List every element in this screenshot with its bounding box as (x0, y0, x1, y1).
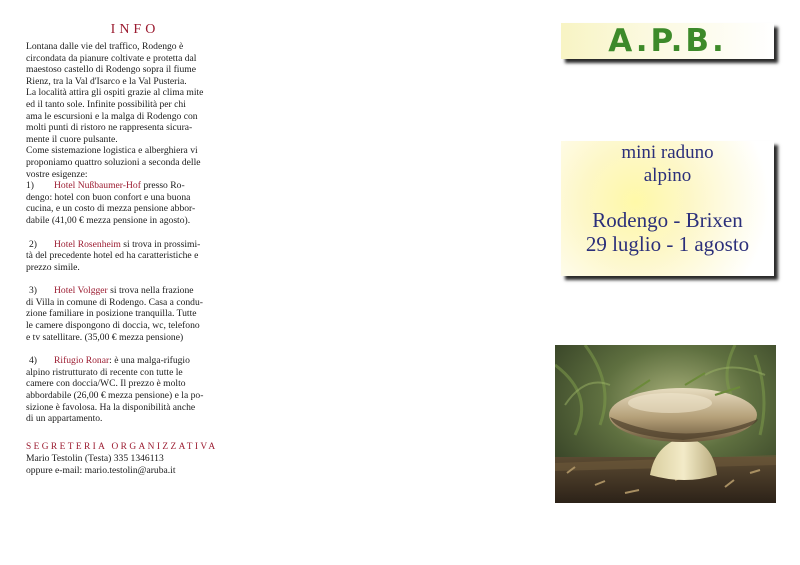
hotel-desc-line: abbordabile (26,00 € mezza pensione) e la po- (26, 390, 204, 402)
hotel-number: 3) (29, 285, 37, 297)
hotel-desc-line: camere con doccia/WC. Il prezzo è molto (26, 378, 186, 390)
hotel-entry-1 (26, 180, 244, 226)
intro-line: proponiamo quattro soluzioni a seconda delle (26, 156, 201, 168)
contact-email[interactable]: oppure e-mail: mario.testolin@aruba.it (26, 465, 176, 476)
hotel-desc-line: cucina, e un costo di mezza pensione abbor- (26, 203, 196, 215)
hotel-desc-line: zione familiare in posizione tranquilla. Tutte (26, 308, 197, 320)
event-dates: 29 luglio - 1 agosto (585, 232, 750, 256)
hotel-desc: : è una malga-rifugio (109, 355, 190, 367)
intro-line: maestoso castello di Rodengo sopra il fiume (26, 64, 196, 76)
hotel-desc-line: le camere dispongono di doccia, wc, telefono (26, 320, 200, 332)
hotel-desc-line: alpino ristrutturato di recente con tutte le (26, 366, 183, 378)
hotel-desc-line: prezzo simile. (26, 261, 80, 273)
mushroom-photo (555, 345, 776, 503)
hotel-desc-line: sizione è favolosa. Ha la disponibilità anche (26, 401, 196, 413)
intro-line: ed il tanto sole. Infinite possibilità per chi (26, 98, 186, 110)
cover-title: A.P.B. (608, 23, 727, 59)
event-line-1: mini raduno (621, 142, 714, 163)
event-line-2: alpino (643, 165, 692, 186)
hotel-number: 4) (29, 355, 37, 367)
hotel-entry-2 (26, 239, 244, 274)
intro-line: Rienz, tra la Val d'Isarco e la Val Pusteria. (26, 75, 187, 87)
event-box (561, 141, 774, 276)
intro-line: La località attira gli ospiti grazie al clima mite (26, 87, 204, 99)
hotel-number: 2) (29, 238, 37, 250)
hotel-number: 1) (26, 180, 34, 192)
hotel-name: Rifugio Ronar (54, 355, 110, 367)
intro-line: circondata da pianure coltivate e protetta dal (26, 52, 197, 64)
hotel-name: Hotel Rosenheim (54, 238, 121, 250)
hotel-desc: presso Ro- (140, 180, 185, 192)
intro-line: molti punti di ristoro ne rappresenta sicura- (26, 122, 193, 134)
mushroom-illustration (555, 345, 776, 503)
hotel-desc-line: di un appartamento. (26, 413, 103, 425)
info-column (26, 22, 244, 477)
hotel-desc: si trova in prossimi- (120, 238, 201, 250)
intro-text (26, 41, 244, 180)
hotel-desc-line: dabile (41,00 € mezza pensione in agosto). (26, 214, 191, 226)
hotel-desc-line: dengo: hotel con buon confort e una buona (26, 191, 191, 203)
intro-line: Lontana dalle vie del traffico, Rodengo è (26, 41, 184, 52)
segreteria-title: SEGRETERIA ORGANIZZATIVA (26, 441, 218, 452)
hotel-desc: si trova nella frazione (107, 285, 194, 297)
hotel-desc-line: di Villa in comune di Rodengo. Casa a condu- (26, 296, 203, 308)
intro-line: vostre esigenze: (26, 168, 88, 180)
contact-phone: Mario Testolin (Testa) 335 1346113 (26, 453, 164, 465)
info-title: INFO (110, 22, 160, 37)
hotel-desc-line: tà del precedente hotel ed ha caratteristiche e (26, 250, 199, 262)
intro-line: mente il cuore pulsante. (26, 133, 118, 145)
hotel-entry-4 (26, 355, 244, 425)
hotel-desc-line: e tv satellitare. (35,00 € mezza pensione) (26, 331, 184, 343)
cover-title-box (561, 23, 774, 59)
intro-line: ama le escursioni e la malga di Rodengo con (26, 110, 198, 122)
hotel-entry-3 (26, 285, 244, 343)
hotel-name: Hotel Nußbaumer-Hof (54, 180, 141, 192)
intro-line: Come sistemazione logistica e alberghiera vi (26, 145, 198, 157)
event-place: Rodengo - Brixen (592, 208, 743, 232)
hotel-name: Hotel Volgger (54, 285, 108, 297)
